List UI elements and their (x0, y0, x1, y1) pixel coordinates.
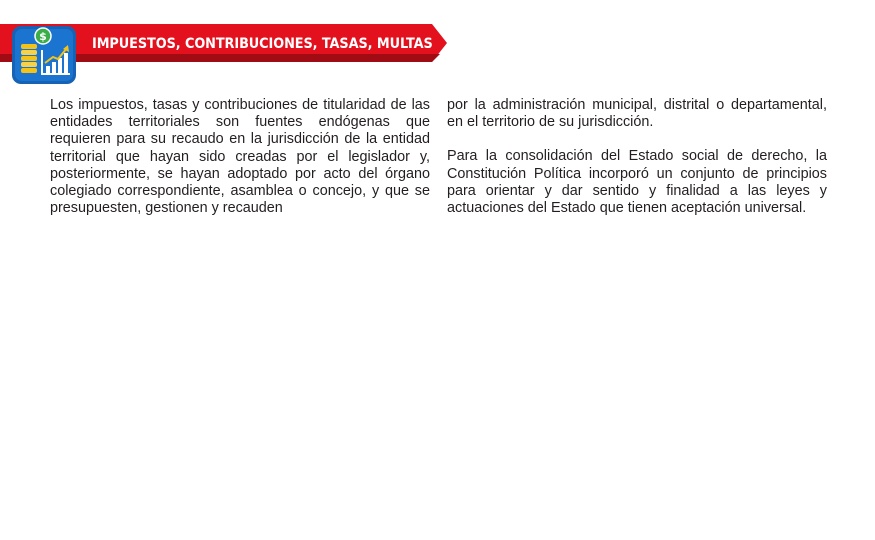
svg-text:$: $ (39, 30, 47, 43)
paragraph: Para la consolidación del Estado social de derecho, la Constitución Política incorporó un conjunto de principios para orientar y dar sentido y finalidad a las leyes y actuaciones del Estado que tienen aceptación universal. (447, 148, 827, 217)
text-column-left (50, 97, 430, 234)
text-column-right (447, 97, 827, 234)
page-title: IMPUESTOS, CONTRIBUCIONES, TASAS, MULTAS (92, 36, 433, 52)
money-chart-icon (12, 26, 76, 84)
paragraph: por la administración municipal, distrital o departamental, en el territorio de su jurisdicción. (447, 97, 827, 131)
paragraph: Los impuestos, tasas y contribuciones de titularidad de las entidades territoriales son fuentes endógenas que requieren para su recaudo en la jurisdicción de la entidad territorial que hayan sido creadas por el legislador y, posteriormente, se hayan adoptado por acto del órgano colegiado correspondiente, asamblea o concejo, y que se presupuesten, gestionen y recauden (50, 97, 430, 217)
section-header (0, 0, 875, 90)
